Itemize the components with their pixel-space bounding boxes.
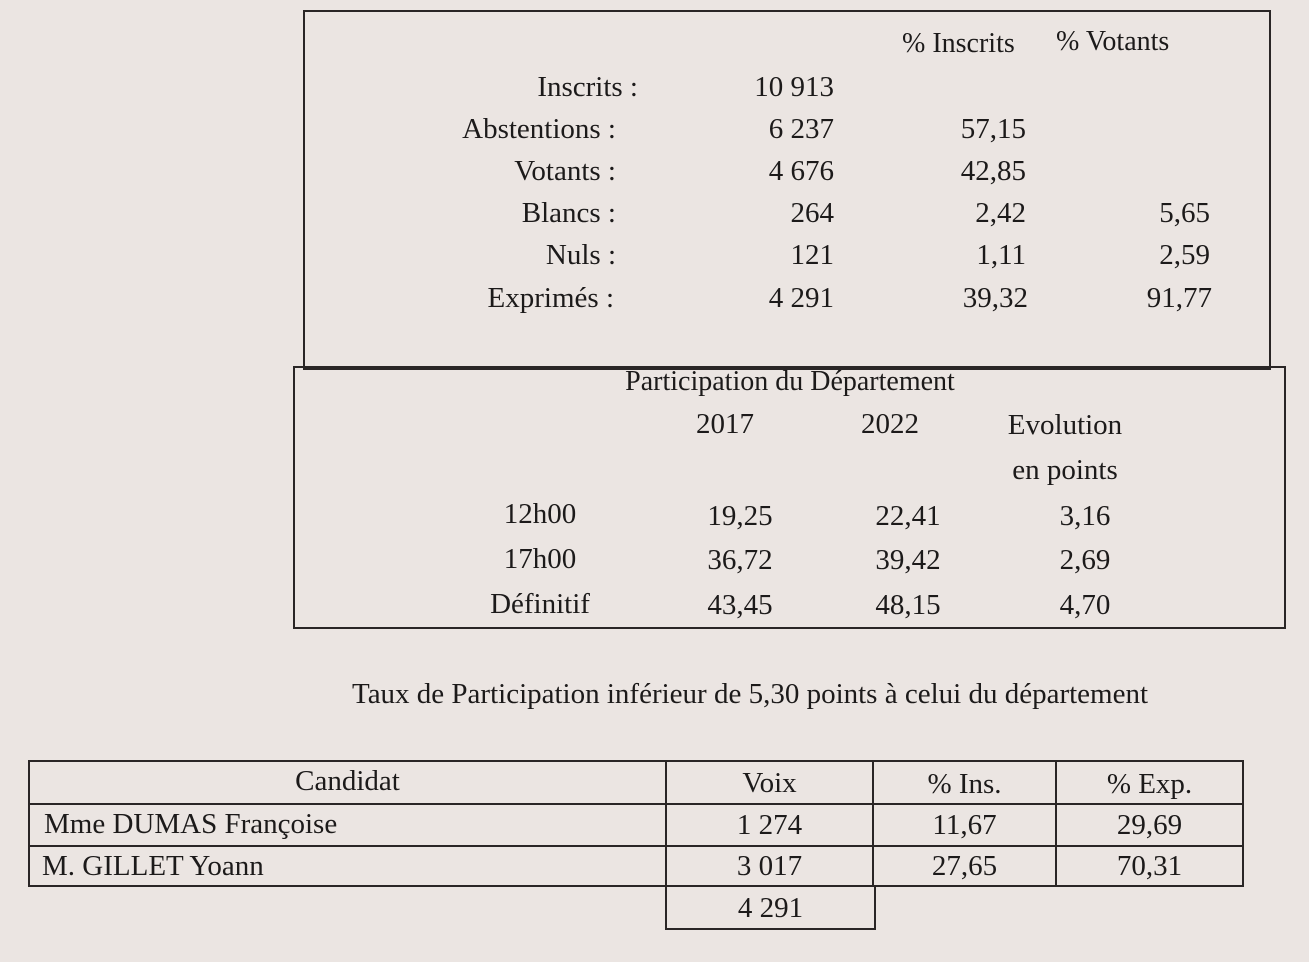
- row-pct-inscrits: 2,42: [975, 197, 1026, 229]
- results-table: [303, 10, 1271, 370]
- divider: [28, 845, 1244, 847]
- row-count: 6 237: [768, 113, 834, 145]
- candidate-pct-exp: 70,31: [1116, 850, 1183, 882]
- row-count: 4 291: [768, 282, 834, 314]
- row-2022: 39,42: [875, 544, 941, 576]
- participation-note: Taux de Participation inférieur de 5,30 points à celui du département: [352, 678, 1149, 710]
- header-pct-ins: % Ins.: [927, 768, 1002, 800]
- row-count: 121: [790, 239, 834, 271]
- row-label: 17h00: [503, 543, 577, 575]
- row-label: Nuls :: [545, 239, 616, 271]
- candidate-pct-exp: 29,69: [1116, 809, 1183, 841]
- row-count: 264: [790, 197, 834, 229]
- row-2022: 48,15: [875, 589, 941, 621]
- header-pct-exp: % Exp.: [1106, 768, 1193, 800]
- row-label: Exprimés :: [487, 282, 614, 314]
- candidate-name: M. GILLET Yoann: [42, 850, 264, 882]
- row-label: Abstentions :: [462, 113, 616, 145]
- row-pct-votants: 2,59: [1159, 239, 1210, 271]
- participation-table: [293, 366, 1286, 629]
- header-voix: Voix: [742, 767, 797, 799]
- row-count: 4 676: [768, 155, 834, 187]
- candidate-voix: 1 274: [736, 809, 803, 841]
- header-2017: 2017: [696, 408, 754, 440]
- row-pct-inscrits: 1,11: [976, 239, 1026, 271]
- row-pct-votants: 5,65: [1159, 197, 1210, 229]
- candidate-pct-ins: 11,67: [932, 809, 997, 841]
- row-2017: 36,72: [707, 544, 773, 576]
- row-evolution: 2,69: [1059, 544, 1111, 576]
- row-pct-inscrits: 39,32: [962, 282, 1028, 314]
- header-evolution: Evolution: [1007, 409, 1123, 441]
- row-evolution: 3,16: [1059, 500, 1111, 532]
- row-2022: 22,41: [875, 500, 941, 532]
- header-pct-inscrits: % Inscrits: [902, 28, 1015, 59]
- row-pct-votants: 91,77: [1146, 282, 1212, 314]
- header-candidat: Candidat: [295, 765, 400, 797]
- participation-title: Participation du Département: [625, 366, 955, 397]
- row-pct-inscrits: 57,15: [960, 113, 1026, 145]
- row-count: 10 913: [754, 71, 834, 103]
- row-2017: 43,45: [707, 589, 773, 621]
- row-evolution: 4,70: [1059, 589, 1111, 621]
- candidates-total: 4 291: [737, 892, 804, 924]
- row-label: Blancs :: [521, 197, 616, 229]
- header-pct-votants: % Votants: [1056, 26, 1170, 57]
- candidate-voix: 3 017: [736, 850, 803, 882]
- candidate-pct-ins: 27,65: [931, 850, 998, 882]
- row-label: 12h00: [503, 498, 577, 530]
- header-evolution-unit: en points: [1012, 454, 1118, 486]
- row-label: Définitif: [490, 588, 590, 620]
- row-2017: 19,25: [707, 500, 773, 532]
- header-2022: 2022: [861, 408, 919, 440]
- divider: [28, 803, 1244, 805]
- row-label: Inscrits :: [537, 71, 638, 103]
- candidate-name: Mme DUMAS Françoise: [44, 808, 338, 840]
- row-pct-inscrits: 42,85: [960, 155, 1026, 187]
- row-label: Votants :: [514, 155, 616, 187]
